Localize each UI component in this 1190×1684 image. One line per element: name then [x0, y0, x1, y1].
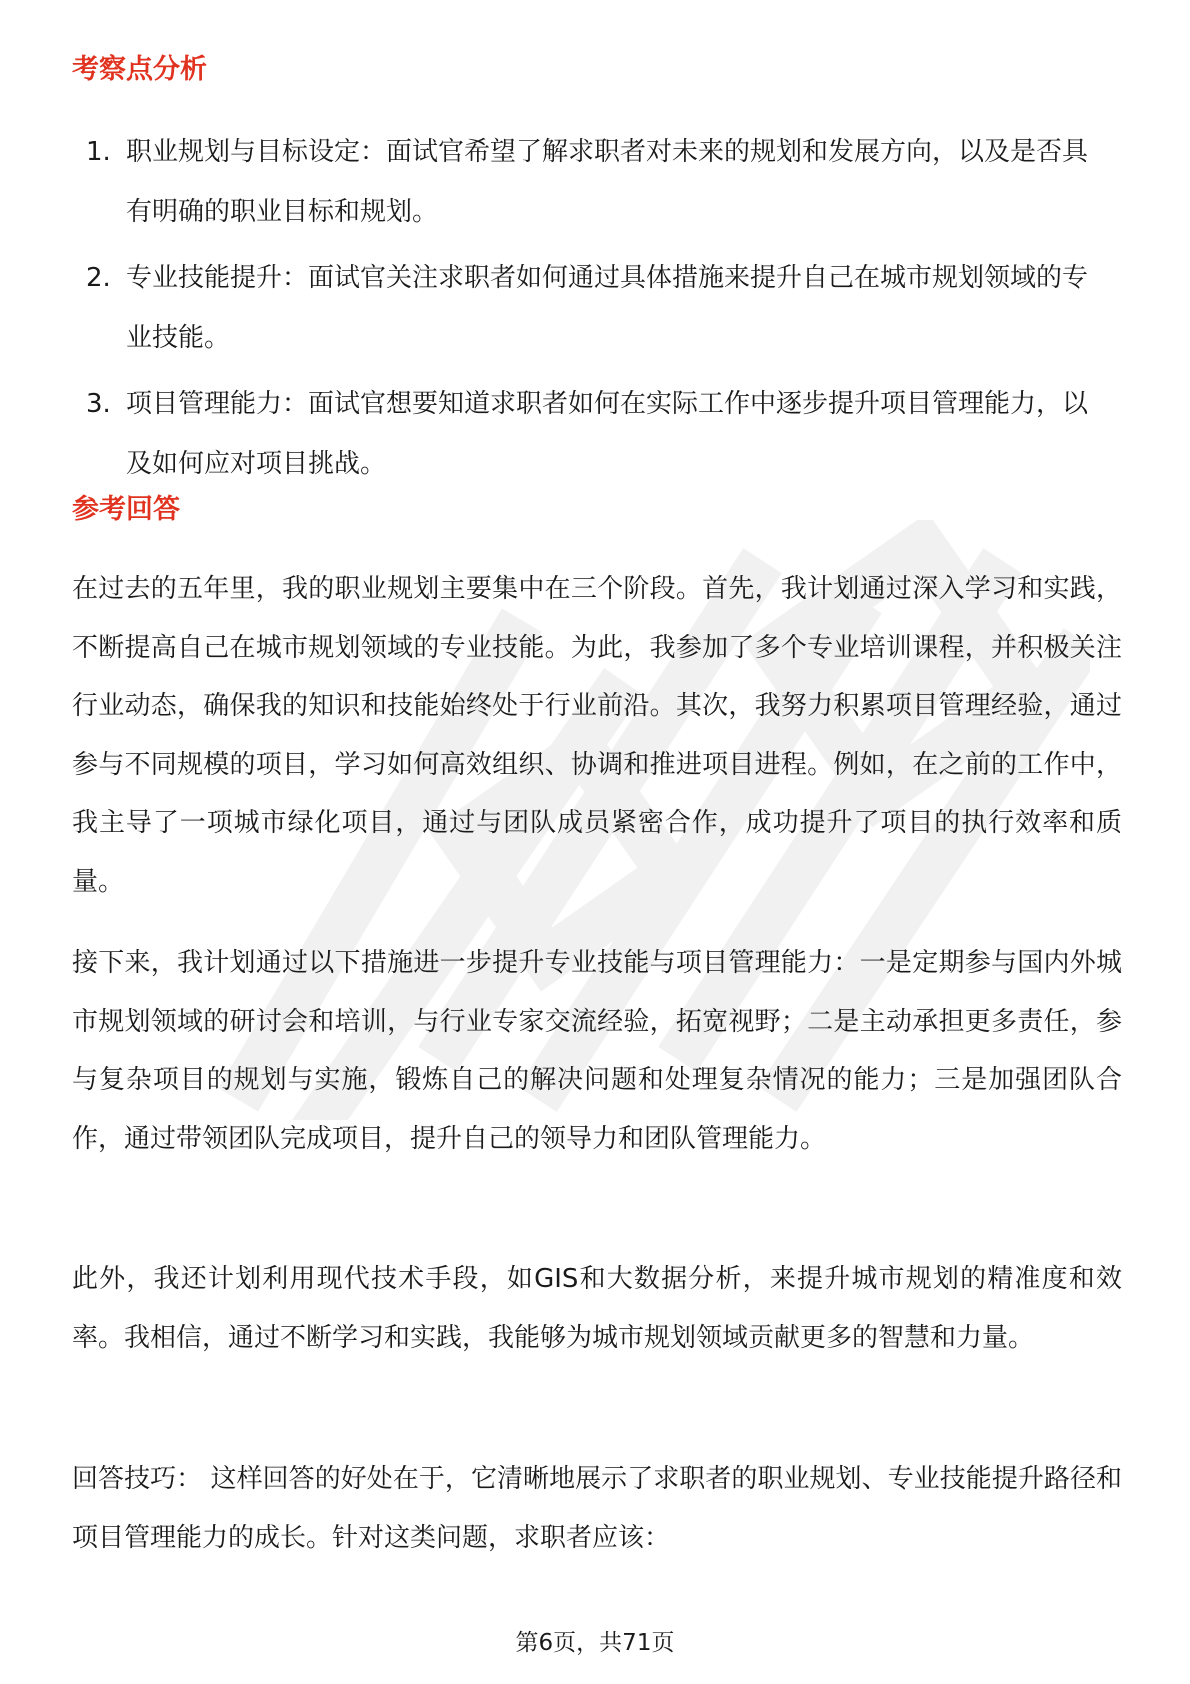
list-item: [72, 374, 1112, 494]
answer-tips-paragraph: 回答技巧： 这样回答的好处在于，它清晰地展示了求职者的职业规划、专业技能提升路径和项目管理能力的成长。针对这类问题，求职者应该：: [72, 1464, 1122, 1553]
list-item-number: 3.: [86, 389, 111, 419]
list-item-text: 职业规划与目标设定：面试官希望了解求职者对未来的规划和发展方向，以及是否具有明确的职业目标和规划。: [126, 137, 1089, 227]
answer-paragraph: 此外，我还计划利用现代技术手段，如GIS和大数据分析，来提升城市规划的精准度和效率。我相信，通过不断学习和实践，我能够为城市规划领域贡献更多的智慧和力量。: [72, 1264, 1122, 1353]
reference-answer-title: 参考回答: [72, 494, 180, 525]
page-number-footer: 第6页，共71页: [515, 1630, 675, 1656]
list-item-number: 2.: [86, 263, 111, 293]
analysis-list: [72, 122, 1112, 500]
list-item: [72, 122, 1112, 242]
answer-paragraph: 接下来，我计划通过以下措施进一步提升专业技能与项目管理能力：一是定期参与国内外城市规划领域的研讨会和培训，与行业专家交流经验，拓宽视野；二是主动承担更多责任，参与复杂项目的规划与实施，锻炼自己的解决问题和处理复杂情况的能力；三是加强团队合作，通过带领团队完成项目，提升自己的领导力和团队管理能力。: [72, 948, 1122, 1154]
analysis-section-title: 考察点分析: [72, 54, 207, 85]
list-item-number: 1.: [86, 137, 111, 167]
answer-paragraph: 在过去的五年里，我的职业规划主要集中在三个阶段。首先，我计划通过深入学习和实践，不断提高自己在城市规划领域的专业技能。为此，我参加了多个专业培训课程，并积极关注行业动态，确保我的知识和技能始终处于行业前沿。其次，我努力积累项目管理经验，通过参与不同规模的项目，学习如何高效组织、协调和推进项目进程。例如，在之前的工作中，我主导了一项城市绿化项目，通过与团队成员紧密合作，成功提升了项目的执行效率和质量。: [72, 574, 1122, 897]
list-item-text: 专业技能提升：面试官关注求职者如何通过具体措施来提升自己在城市规划领域的专业技能。: [126, 263, 1089, 353]
list-item: [72, 248, 1112, 368]
list-item-text: 项目管理能力：面试官想要知道求职者如何在实际工作中逐步提升项目管理能力，以及如何应对项目挑战。: [126, 389, 1089, 479]
